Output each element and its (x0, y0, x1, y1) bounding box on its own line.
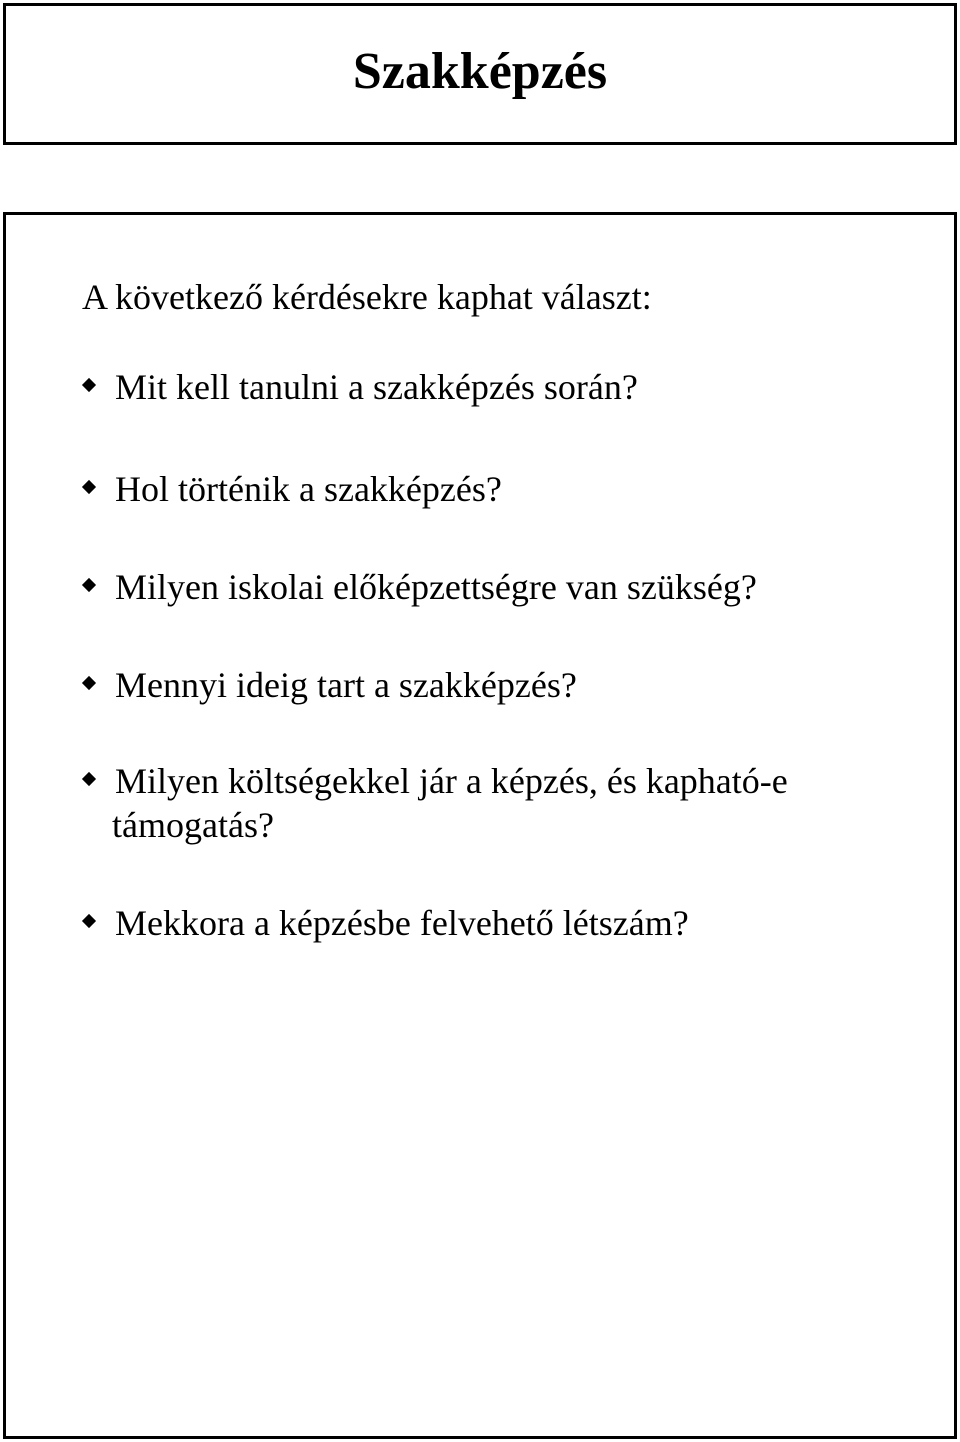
list-item-text: Mennyi ideig tart a szakképzés? (115, 665, 577, 705)
list-item (82, 759, 942, 847)
list-item (82, 901, 942, 945)
list-item-text: Milyen költségekkel jár a képzés, és kapható-e támogatás? (112, 761, 788, 845)
list-item (82, 365, 942, 409)
intro-text: A következő kérdésekre kaphat választ: (82, 277, 652, 317)
list-item (82, 663, 942, 707)
title-box (3, 3, 957, 145)
list-item-text: Hol történik a szakképzés? (115, 469, 502, 509)
list-item-text: Milyen iskolai előképzettségre van szükség? (115, 567, 757, 607)
page-title: Szakképzés (352, 42, 608, 100)
list-item (82, 565, 942, 609)
list-item-text: Mekkora a képzésbe felvehető létszám? (115, 903, 689, 943)
list-item (82, 467, 942, 511)
content-box (3, 212, 957, 1439)
list-item-text: Mit kell tanulni a szakképzés során? (115, 367, 638, 407)
